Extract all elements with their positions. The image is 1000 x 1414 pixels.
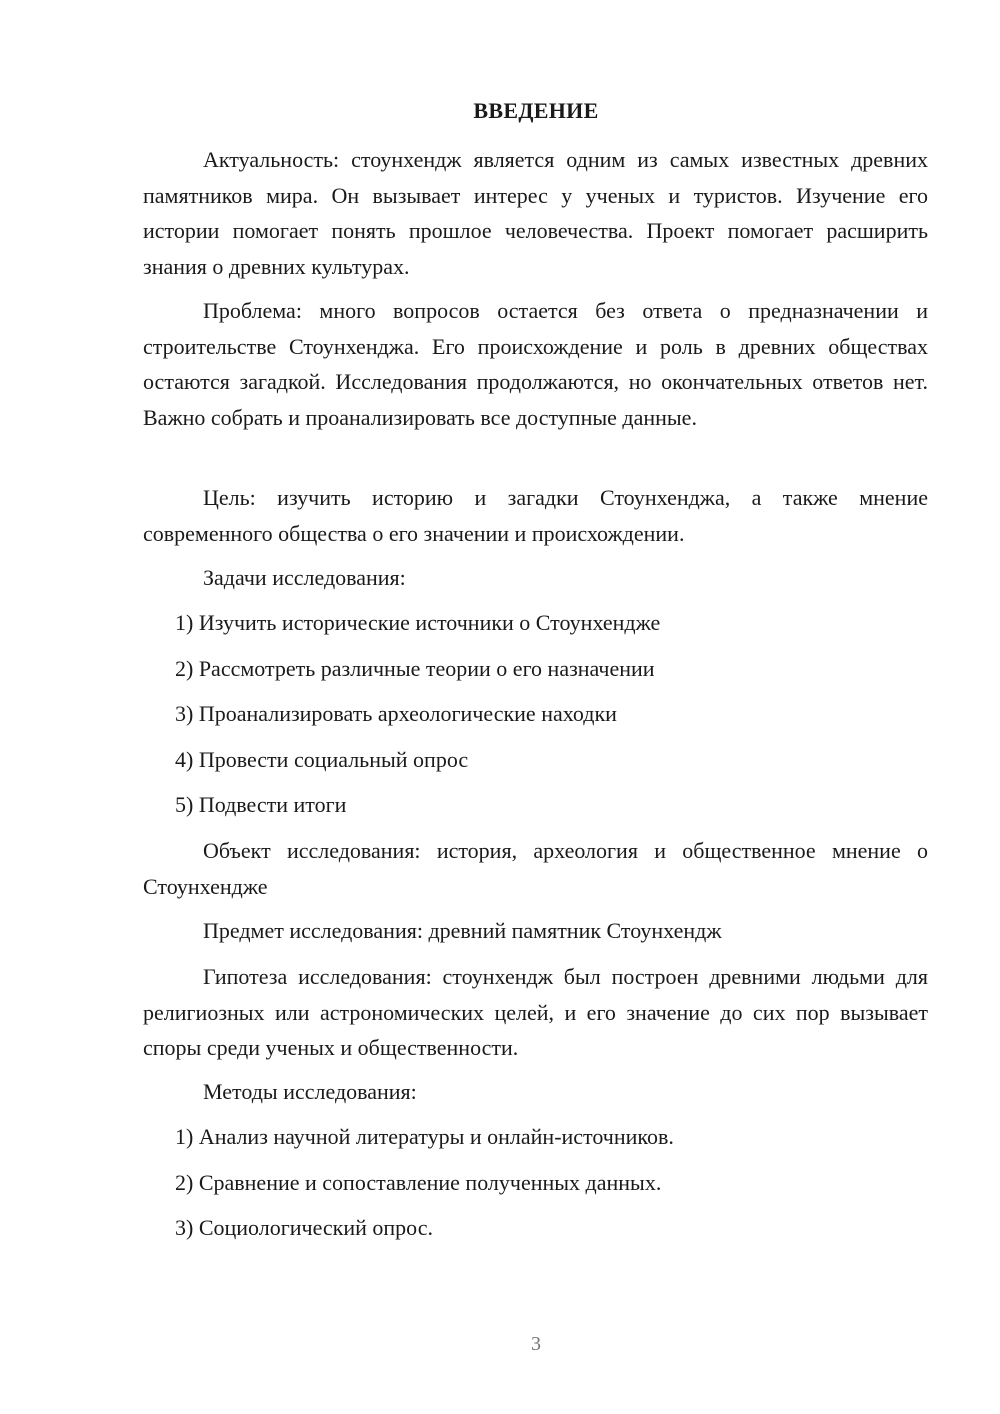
goal-paragraph: Цель: изучить историю и загадки Стоунхенджа, а также мнение современного общества о его значении и происхождении. xyxy=(143,485,928,546)
page-number: 3 xyxy=(531,1333,541,1355)
list-item: 3) Проанализировать археологические находки xyxy=(175,701,617,726)
relevance-paragraph: Актуальность: стоунхендж является одним из самых известных древних памятников мира. Он вызывает интерес у ученых и туристов. Изучение его истории помогает понять прошлое человечества. Проект помогает расширить знания о древних культурах. xyxy=(143,147,928,279)
hypothesis-paragraph: Гипотеза исследования: стоунхендж был построен древними людьми для религиозных или астрономических целей, и его значение до сих пор вызывает споры среди ученых и общественности. xyxy=(143,964,928,1061)
object-paragraph: Объект исследования: история, археология и общественное мнение о Стоунхендже xyxy=(143,838,928,899)
list-item: 5) Подвести итоги xyxy=(175,792,347,817)
problem-paragraph: Проблема: много вопросов остается без ответа о предназначении и строительстве Стоунхенджа. Его происхождение и роль в древних обществах остаются загадкой. Исследования продолжаются, но окончательных ответов нет. Важно собрать и проанализировать все доступные данные. xyxy=(143,298,928,430)
list-item: 4) Провести социальный опрос xyxy=(175,747,469,772)
list-item: 3) Социологический опрос. xyxy=(175,1215,433,1240)
list-item: 1) Анализ научной литературы и онлайн-источников. xyxy=(175,1124,674,1149)
list-item: 1) Изучить исторические источники о Стоунхендже xyxy=(175,610,661,635)
methods-heading: Методы исследования: xyxy=(203,1079,417,1104)
tasks-heading: Задачи исследования: xyxy=(203,565,406,590)
subject-line: Предмет исследования: древний памятник Стоунхендж xyxy=(203,918,722,943)
list-item: 2) Рассмотреть различные теории о его назначении xyxy=(175,656,655,681)
page-title: ВВЕДЕНИЕ xyxy=(473,98,599,123)
list-item: 2) Сравнение и сопоставление полученных данных. xyxy=(175,1170,662,1195)
